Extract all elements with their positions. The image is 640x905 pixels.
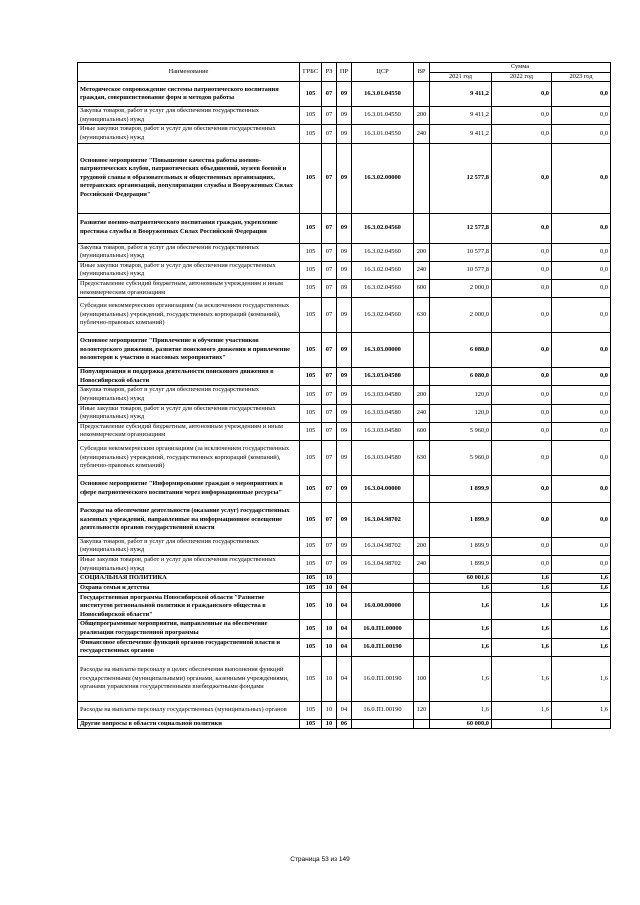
row-csr: 16.3.03.04580 (352, 404, 414, 422)
row-sum-2023: 0,0 (552, 368, 611, 386)
page-number: Страница 53 из 149 (290, 856, 350, 863)
row-sum-2021: 12 577,8 (430, 213, 492, 243)
table-row (78, 333, 611, 368)
row-sum-2021: 5 960,0 (430, 422, 492, 440)
header-year-2022: 2022 год (492, 72, 552, 82)
row-pr: 04 (337, 656, 352, 701)
row-rz: 07 (322, 82, 337, 107)
row-vr: 240 (414, 261, 430, 279)
header-csr: ЦСР (352, 63, 414, 82)
row-sum-2023: 0,0 (552, 333, 611, 368)
row-rz: 07 (322, 475, 337, 502)
row-name: Иные закупки товаров, работ и услуг для обеспечения государственных (муниципальных) нужд (78, 556, 300, 574)
row-sum-2022: 0,0 (492, 261, 552, 279)
row-sum-2022: 0,0 (492, 82, 552, 107)
row-csr: 16.3.01.04550 (352, 82, 414, 107)
row-sum-2022: 0,0 (492, 213, 552, 243)
table-row (78, 701, 611, 719)
row-rz: 07 (322, 333, 337, 368)
row-grbs: 105 (300, 537, 322, 555)
row-name: Закупка товаров, работ и услуг для обеспечения государственных (муниципальных) нужд (78, 107, 300, 125)
row-grbs: 105 (300, 574, 322, 584)
row-rz: 07 (322, 537, 337, 555)
table-row (78, 556, 611, 574)
row-csr (352, 583, 414, 593)
row-vr (414, 502, 430, 537)
row-rz: 07 (322, 368, 337, 386)
row-sum-2022: 0,0 (492, 107, 552, 125)
row-csr: 16.3.03.04580 (352, 422, 414, 440)
table-row (78, 475, 611, 502)
row-sum-2022: 0,0 (492, 125, 552, 143)
row-sum-2021: 2 000,0 (430, 298, 492, 333)
row-sum-2022: 1,6 (492, 593, 552, 620)
row-sum-2022: 0,0 (492, 143, 552, 213)
row-sum-2023: 0,0 (552, 475, 611, 502)
row-rz: 10 (322, 638, 337, 656)
row-sum-2023: 1,6 (552, 620, 611, 638)
row-name: Общепрограммные мероприятия, направленные на обеспечение реализации государственной программы (78, 620, 300, 638)
header-name: Наименование (78, 63, 300, 82)
row-sum-2022 (492, 719, 552, 729)
row-grbs: 105 (300, 261, 322, 279)
row-pr: 09 (337, 143, 352, 213)
row-sum-2021: 1,6 (430, 656, 492, 701)
row-grbs: 105 (300, 298, 322, 333)
row-sum-2022: 0,0 (492, 333, 552, 368)
row-pr: 09 (337, 537, 352, 555)
row-sum-2022: 0,0 (492, 404, 552, 422)
row-sum-2022: 0,0 (492, 243, 552, 261)
row-sum-2021: 6 080,0 (430, 333, 492, 368)
row-sum-2023: 0,0 (552, 125, 611, 143)
row-vr: 100 (414, 656, 430, 701)
row-sum-2021: 1 899,9 (430, 556, 492, 574)
table-row (78, 279, 611, 297)
row-csr: 16.0.П1.00190 (352, 638, 414, 656)
row-rz: 07 (322, 279, 337, 297)
row-vr (414, 638, 430, 656)
row-rz: 10 (322, 620, 337, 638)
row-csr: 16.3.03.00000 (352, 333, 414, 368)
row-pr: 04 (337, 638, 352, 656)
row-grbs: 105 (300, 475, 322, 502)
row-pr: 04 (337, 620, 352, 638)
table-row (78, 502, 611, 537)
row-sum-2022: 0,0 (492, 537, 552, 555)
table-row (78, 213, 611, 243)
row-sum-2021: 60 001,6 (430, 574, 492, 584)
row-name: Другие вопросы в области социальной политики (78, 719, 300, 729)
row-rz: 10 (322, 656, 337, 701)
header-grbs: ГРБС (300, 63, 322, 82)
row-sum-2021: 1,6 (430, 638, 492, 656)
row-vr (414, 593, 430, 620)
row-grbs: 105 (300, 279, 322, 297)
row-name: Расходы на выплаты персоналу в целях обеспечения выполнения функций государственными (муниципальными) органами, казенными учреждениями, органами управления государственными внебюджетными фондами (78, 656, 300, 701)
row-csr: 16.3.02.04560 (352, 298, 414, 333)
row-rz: 07 (322, 143, 337, 213)
table-row (78, 440, 611, 475)
row-vr: 200 (414, 386, 430, 404)
header-year-2023: 2023 год (552, 72, 611, 82)
row-csr: 16.0.П1.00190 (352, 656, 414, 701)
row-pr: 09 (337, 502, 352, 537)
row-pr: 09 (337, 298, 352, 333)
row-grbs: 105 (300, 125, 322, 143)
row-grbs: 105 (300, 243, 322, 261)
row-sum-2022: 0,0 (492, 440, 552, 475)
row-sum-2022: 1,6 (492, 620, 552, 638)
row-pr: 09 (337, 333, 352, 368)
row-vr (414, 82, 430, 107)
row-name: Методическое сопровождение системы патриотического воспитания граждан, совершенствование форм и методов работы (78, 82, 300, 107)
row-rz: 07 (322, 213, 337, 243)
row-grbs: 105 (300, 82, 322, 107)
row-pr: 09 (337, 404, 352, 422)
row-grbs: 105 (300, 333, 322, 368)
table-row (78, 82, 611, 107)
row-pr: 09 (337, 82, 352, 107)
row-sum-2021: 5 960,0 (430, 440, 492, 475)
table-row (78, 386, 611, 404)
row-sum-2021: 1,6 (430, 701, 492, 719)
table-row (78, 125, 611, 143)
row-pr: 04 (337, 593, 352, 620)
row-pr: 09 (337, 556, 352, 574)
row-grbs: 105 (300, 719, 322, 729)
row-vr: 240 (414, 125, 430, 143)
row-sum-2021: 2 000,0 (430, 279, 492, 297)
row-rz: 07 (322, 440, 337, 475)
table-header (78, 63, 611, 82)
table-row (78, 537, 611, 555)
header-year-2021: 2021 год (430, 72, 492, 82)
row-sum-2021: 1,6 (430, 620, 492, 638)
row-grbs: 105 (300, 440, 322, 475)
row-sum-2023: 0,0 (552, 537, 611, 555)
row-name: Предоставление субсидий бюджетным, автономным учреждениям и иным некоммерческим организациям (78, 422, 300, 440)
row-vr (414, 143, 430, 213)
header-vr: ВР (414, 63, 430, 82)
row-grbs: 105 (300, 404, 322, 422)
row-vr: 630 (414, 440, 430, 475)
row-grbs: 105 (300, 143, 322, 213)
row-sum-2022: 0,0 (492, 502, 552, 537)
row-sum-2021: 9 411,2 (430, 82, 492, 107)
row-csr: 16.0.П1.00000 (352, 620, 414, 638)
row-sum-2023: 0,0 (552, 556, 611, 574)
row-pr: 09 (337, 261, 352, 279)
row-sum-2023: 0,0 (552, 279, 611, 297)
row-vr (414, 574, 430, 584)
row-name: Иные закупки товаров, работ и услуг для обеспечения государственных (муниципальных) нужд (78, 125, 300, 143)
row-pr: 06 (337, 719, 352, 729)
row-name: Предоставление субсидий бюджетным, автономным учреждениям и иным некоммерческим организациям (78, 279, 300, 297)
row-vr (414, 583, 430, 593)
row-pr: 09 (337, 243, 352, 261)
row-pr: 09 (337, 279, 352, 297)
row-sum-2022: 0,0 (492, 386, 552, 404)
row-grbs: 105 (300, 213, 322, 243)
row-sum-2021: 120,0 (430, 404, 492, 422)
row-sum-2023: 1,6 (552, 593, 611, 620)
row-sum-2022: 0,0 (492, 368, 552, 386)
table-row (78, 719, 611, 729)
row-pr: 09 (337, 440, 352, 475)
row-grbs: 105 (300, 583, 322, 593)
table-row (78, 583, 611, 593)
row-rz: 07 (322, 404, 337, 422)
row-sum-2023: 0,0 (552, 298, 611, 333)
row-sum-2023: 1,6 (552, 656, 611, 701)
row-sum-2023 (552, 719, 611, 729)
table-row (78, 593, 611, 620)
row-sum-2021: 1 899,9 (430, 537, 492, 555)
row-name: Развитие военно-патриотического воспитания граждан, укрепление престижа службы в Вооруженных Силах Российской Федерации (78, 213, 300, 243)
row-name: Основное мероприятие "Информирование граждан о мероприятиях в сфере патриотического воспитания через информационные ресурсы" (78, 475, 300, 502)
row-csr: 16.0.П1.00190 (352, 701, 414, 719)
row-sum-2021: 1 899,9 (430, 502, 492, 537)
row-grbs: 105 (300, 638, 322, 656)
row-sum-2021: 10 577,8 (430, 243, 492, 261)
table-row (78, 107, 611, 125)
row-rz: 07 (322, 125, 337, 143)
row-csr: 16.3.04.98702 (352, 502, 414, 537)
row-csr: 16.0.00.00000 (352, 593, 414, 620)
table-row (78, 368, 611, 386)
row-vr: 240 (414, 404, 430, 422)
row-sum-2022: 0,0 (492, 475, 552, 502)
row-sum-2023: 0,0 (552, 243, 611, 261)
row-sum-2021: 60 000,0 (430, 719, 492, 729)
row-name: Иные закупки товаров, работ и услуг для обеспечения государственных (муниципальных) нужд (78, 261, 300, 279)
row-sum-2021: 120,0 (430, 386, 492, 404)
row-pr: 09 (337, 368, 352, 386)
row-vr: 630 (414, 298, 430, 333)
budget-table (77, 62, 611, 729)
header-sum: Сумма (430, 63, 611, 73)
row-csr (352, 719, 414, 729)
row-grbs: 105 (300, 620, 322, 638)
table-row (78, 638, 611, 656)
row-pr: 09 (337, 475, 352, 502)
row-name: Закупка товаров, работ и услуг для обеспечения государственных (муниципальных) нужд (78, 386, 300, 404)
row-sum-2021: 12 577,8 (430, 143, 492, 213)
row-rz: 07 (322, 386, 337, 404)
row-sum-2023: 0,0 (552, 440, 611, 475)
row-rz: 07 (322, 107, 337, 125)
row-name: Закупка товаров, работ и услуг для обеспечения государственных (муниципальных) нужд (78, 243, 300, 261)
row-pr: 04 (337, 701, 352, 719)
row-grbs: 105 (300, 502, 322, 537)
row-name: СОЦИАЛЬНАЯ ПОЛИТИКА (78, 574, 300, 584)
row-grbs: 105 (300, 656, 322, 701)
row-name: Популяризация и поддержка деятельности поискового движения в Новосибирской области (78, 368, 300, 386)
row-vr: 120 (414, 701, 430, 719)
header-rz: РЗ (322, 63, 337, 82)
row-csr: 16.3.04.98702 (352, 556, 414, 574)
row-sum-2022: 1,6 (492, 656, 552, 701)
row-name: Иные закупки товаров, работ и услуг для обеспечения государственных (муниципальных) нужд (78, 404, 300, 422)
row-rz: 10 (322, 574, 337, 584)
row-sum-2023: 1,6 (552, 583, 611, 593)
table-row (78, 243, 611, 261)
row-csr: 16.3.03.04580 (352, 440, 414, 475)
row-sum-2023: 0,0 (552, 143, 611, 213)
row-grbs: 105 (300, 107, 322, 125)
row-name: Субсидии некоммерческим организациям (за исключением государственных (муниципальных) учреждений, государственных корпораций (компаний), публично-правовых компаний) (78, 298, 300, 333)
row-sum-2022: 0,0 (492, 422, 552, 440)
row-csr: 16.3.02.04560 (352, 279, 414, 297)
row-name: Расходы на обеспечение деятельности (оказание услуг) государственных казенных учреждений, направленные на информационное освещение деятельности органов государственной власти (78, 502, 300, 537)
row-vr: 240 (414, 556, 430, 574)
row-vr (414, 333, 430, 368)
row-name: Охрана семьи и детства (78, 583, 300, 593)
row-vr (414, 620, 430, 638)
row-sum-2023: 1,6 (552, 701, 611, 719)
row-name: Расходы на выплаты персоналу государственных (муниципальных) органов (78, 701, 300, 719)
row-sum-2021: 1,6 (430, 593, 492, 620)
table-row (78, 574, 611, 584)
row-sum-2022: 1,6 (492, 638, 552, 656)
row-rz: 10 (322, 583, 337, 593)
row-csr: 16.3.02.04560 (352, 243, 414, 261)
table-row (78, 404, 611, 422)
row-rz: 07 (322, 243, 337, 261)
row-vr: 200 (414, 107, 430, 125)
row-sum-2023: 0,0 (552, 404, 611, 422)
row-name: Государственная программа Новосибирской области "Развитие институтов региональной политики и гражданского общества в Новосибирской области" (78, 593, 300, 620)
row-name: Основное мероприятие "Привлечение и обучение участников волонтерского движения, развитие поискового движения и привлечение волонтеров к участию в массовых мероприятиях" (78, 333, 300, 368)
row-sum-2023: 0,0 (552, 107, 611, 125)
row-rz: 07 (322, 261, 337, 279)
row-name: Основное мероприятие "Повышение качества работы военно-патриотических клубов, патриотических объединений, музеев боевой и трудовой славы в образовательных и общественных организациях, ветеранских организаций, популяризация службы в Вооруженных Силах Российской Федерации" (78, 143, 300, 213)
table-row (78, 422, 611, 440)
row-sum-2021: 10 577,8 (430, 261, 492, 279)
row-csr: 16.3.03.04580 (352, 368, 414, 386)
row-vr: 600 (414, 422, 430, 440)
table-body (78, 82, 611, 729)
row-pr (337, 574, 352, 584)
row-sum-2021: 6 080,0 (430, 368, 492, 386)
row-csr: 16.3.01.04550 (352, 125, 414, 143)
row-csr: 16.3.03.04580 (352, 386, 414, 404)
row-sum-2022: 0,0 (492, 298, 552, 333)
row-csr: 16.3.04.00000 (352, 475, 414, 502)
row-rz: 07 (322, 298, 337, 333)
row-grbs: 105 (300, 422, 322, 440)
row-vr (414, 213, 430, 243)
row-rz: 07 (322, 422, 337, 440)
row-vr (414, 719, 430, 729)
row-vr: 600 (414, 279, 430, 297)
row-sum-2023: 0,0 (552, 261, 611, 279)
row-sum-2021: 9 411,2 (430, 125, 492, 143)
row-rz: 07 (322, 556, 337, 574)
table-row (78, 620, 611, 638)
row-sum-2021: 1 899,9 (430, 475, 492, 502)
row-pr: 09 (337, 107, 352, 125)
row-sum-2023: 1,6 (552, 638, 611, 656)
row-vr: 200 (414, 243, 430, 261)
row-grbs: 105 (300, 368, 322, 386)
row-sum-2022: 0,0 (492, 279, 552, 297)
row-vr (414, 368, 430, 386)
row-pr: 04 (337, 583, 352, 593)
row-name: Субсидии некоммерческим организациям (за исключением государственных (муниципальных) учреждений, государственных корпораций (компаний), публично-правовых компаний) (78, 440, 300, 475)
row-name: Закупка товаров, работ и услуг для обеспечения государственных (муниципальных) нужд (78, 537, 300, 555)
row-csr (352, 574, 414, 584)
row-sum-2023: 0,0 (552, 82, 611, 107)
row-sum-2023: 1,6 (552, 574, 611, 584)
row-pr: 09 (337, 386, 352, 404)
row-sum-2021: 9 411,2 (430, 107, 492, 125)
row-rz: 10 (322, 719, 337, 729)
row-pr: 09 (337, 213, 352, 243)
row-sum-2022: 1,6 (492, 701, 552, 719)
table-row (78, 656, 611, 701)
row-vr: 200 (414, 537, 430, 555)
row-grbs: 105 (300, 701, 322, 719)
row-sum-2023: 0,0 (552, 213, 611, 243)
row-sum-2023: 0,0 (552, 422, 611, 440)
row-sum-2023: 0,0 (552, 502, 611, 537)
row-sum-2023: 0,0 (552, 386, 611, 404)
row-name: Финансовое обеспечение функций органов государственной власти и государственных органов (78, 638, 300, 656)
row-vr (414, 475, 430, 502)
row-pr: 09 (337, 125, 352, 143)
row-rz: 07 (322, 502, 337, 537)
row-grbs: 105 (300, 593, 322, 620)
row-csr: 16.3.04.98702 (352, 537, 414, 555)
row-sum-2022: 1,6 (492, 574, 552, 584)
row-rz: 10 (322, 701, 337, 719)
row-csr: 16.3.02.04560 (352, 213, 414, 243)
row-rz: 10 (322, 593, 337, 620)
row-grbs: 105 (300, 556, 322, 574)
row-grbs: 105 (300, 386, 322, 404)
table-row (78, 143, 611, 213)
row-csr: 16.3.02.04560 (352, 261, 414, 279)
table-row (78, 298, 611, 333)
row-sum-2022: 1,6 (492, 583, 552, 593)
header-pr: ПР (337, 63, 352, 82)
row-pr: 09 (337, 422, 352, 440)
row-csr: 16.3.02.00000 (352, 143, 414, 213)
row-csr: 16.3.01.04550 (352, 107, 414, 125)
row-sum-2022: 0,0 (492, 556, 552, 574)
row-sum-2021: 1,6 (430, 583, 492, 593)
table-row (78, 261, 611, 279)
